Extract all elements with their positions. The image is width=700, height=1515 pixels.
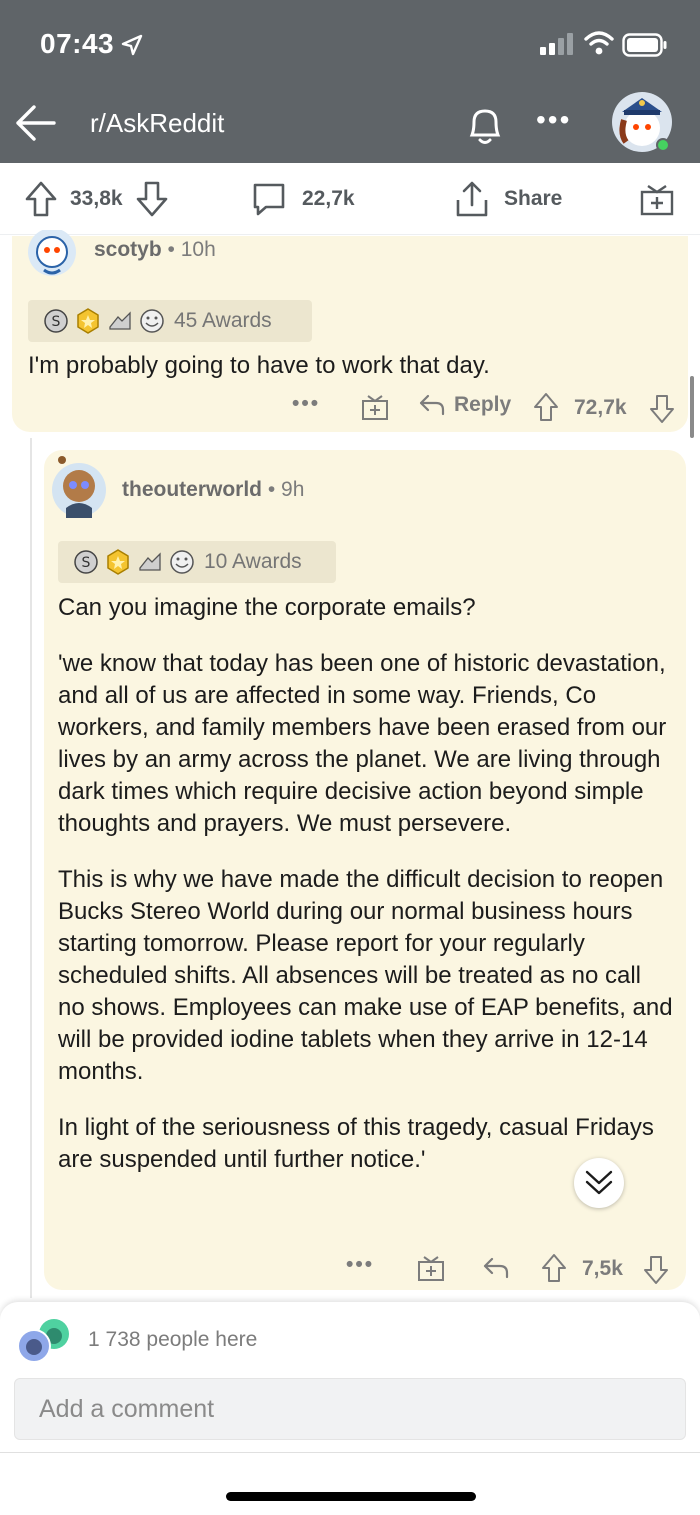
comments-button[interactable] xyxy=(250,163,355,235)
double-chevron-down-icon xyxy=(583,1168,615,1198)
comment-downvote-icon[interactable] xyxy=(648,394,676,424)
location-arrow-icon xyxy=(120,33,144,57)
upvote-arrow-icon[interactable] xyxy=(24,180,58,218)
reply-arrow-icon[interactable] xyxy=(482,1255,510,1281)
share-button[interactable] xyxy=(454,163,562,235)
comment-body xyxy=(58,592,674,1200)
gold-award-icon xyxy=(104,548,132,576)
presence-avatars xyxy=(16,1316,76,1364)
svg-text:S: S xyxy=(51,314,61,330)
meta-separator: • xyxy=(267,478,282,501)
jump-to-next-comment-button[interactable] xyxy=(574,1158,624,1208)
comment-meta xyxy=(94,238,216,262)
comment-upvote-icon[interactable] xyxy=(532,392,560,422)
gold-award-icon xyxy=(74,307,102,335)
comment-more-icon[interactable]: ••• xyxy=(346,1253,375,1276)
divider xyxy=(0,1452,700,1453)
more-options-icon[interactable]: ••• xyxy=(536,104,572,135)
comment-count: 22,7k xyxy=(302,187,355,210)
wifi-icon xyxy=(584,30,614,56)
home-indicator[interactable] xyxy=(226,1492,476,1501)
gift-award-button[interactable] xyxy=(638,163,676,235)
back-arrow-icon[interactable] xyxy=(14,103,58,143)
awards-count: 10 Awards xyxy=(204,550,302,573)
awards-row[interactable] xyxy=(28,300,312,342)
downvote-arrow-icon[interactable] xyxy=(135,180,169,218)
comment-score: 72,7k xyxy=(574,396,627,419)
comment-downvote-icon[interactable] xyxy=(642,1255,670,1285)
svg-text:S: S xyxy=(81,555,91,571)
comment-age: 10h xyxy=(180,238,216,261)
comment-gift-icon[interactable] xyxy=(416,1253,446,1283)
gift-icon xyxy=(638,180,676,218)
commenter-avatar[interactable] xyxy=(50,452,108,522)
silver-award-icon xyxy=(72,548,100,576)
comment-more-icon[interactable]: ••• xyxy=(292,392,321,415)
bell-icon[interactable] xyxy=(462,102,508,148)
comment-author[interactable]: theouterworld xyxy=(122,478,262,501)
post-vote-count: 33,8k xyxy=(70,187,123,210)
comment-paragraph: Can you imagine the corporate emails? xyxy=(58,594,476,621)
add-comment-input[interactable]: Add a comment xyxy=(14,1378,686,1440)
reply-arrow-icon xyxy=(418,392,446,418)
app-header xyxy=(0,0,700,163)
cellular-signal-icon xyxy=(540,33,576,55)
helpful-award-icon xyxy=(136,548,164,576)
awards-row[interactable] xyxy=(58,541,336,583)
wholesome-award-icon xyxy=(168,548,196,576)
comment-bubble-icon xyxy=(250,180,288,218)
comment-paragraph: 'we know that today has been one of historic devastation, and all of us are affected in some way. Friends, Co workers, and family members have been erased from our lives by an army across the planet. We are living through dark times which require decisive action beyond simple thoughts and prayers. We must persevere. xyxy=(58,650,667,837)
reply-label: Reply xyxy=(454,393,512,416)
status-time: 07:43 xyxy=(40,28,115,59)
battery-icon xyxy=(622,33,668,57)
subreddit-title[interactable]: r/AskReddit xyxy=(90,108,225,138)
silver-award-icon xyxy=(42,307,70,335)
comment-author[interactable]: scotyb xyxy=(94,238,162,261)
comment-card xyxy=(12,236,688,432)
comment-footer xyxy=(346,1249,676,1289)
share-icon xyxy=(454,180,490,218)
awards-count: 45 Awards xyxy=(174,309,272,332)
comment-footer xyxy=(292,388,682,428)
comment-score: 7,5k xyxy=(582,1257,623,1280)
online-status-dot xyxy=(656,138,670,152)
meta-separator: • xyxy=(167,238,181,261)
wholesome-award-icon xyxy=(138,307,166,335)
commenter-avatar[interactable] xyxy=(22,230,82,280)
comment-age: 9h xyxy=(281,478,305,501)
share-label: Share xyxy=(504,187,563,210)
comment-meta xyxy=(122,478,304,502)
comment-gift-icon[interactable] xyxy=(360,392,390,422)
scroll-indicator[interactable] xyxy=(690,376,694,438)
comment-paragraph: This is why we have made the difficult decision to reopen Bucks Stereo World during our normal business hours starting tomorrow. Please report for your regularly scheduled shifts. All absences will be treated as no call no shows. Employees can make use of EAP benefits, and will be provided iodine tablets when they arrive in 12-14 months. xyxy=(58,866,673,1085)
comment-paragraph: In light of the seriousness of this tragedy, casual Fridays are suspended until further notice.' xyxy=(58,1114,654,1173)
helpful-award-icon xyxy=(106,307,134,335)
thread-line[interactable] xyxy=(30,438,32,1298)
people-here-count: 1 738 people here xyxy=(88,1328,258,1351)
comment-upvote-icon[interactable] xyxy=(540,1253,568,1283)
post-upvote-group xyxy=(24,163,169,235)
comment-paragraph: I'm probably going to have to work that day. xyxy=(28,352,490,379)
post-action-bar xyxy=(0,163,700,235)
reply-button[interactable] xyxy=(418,392,511,418)
